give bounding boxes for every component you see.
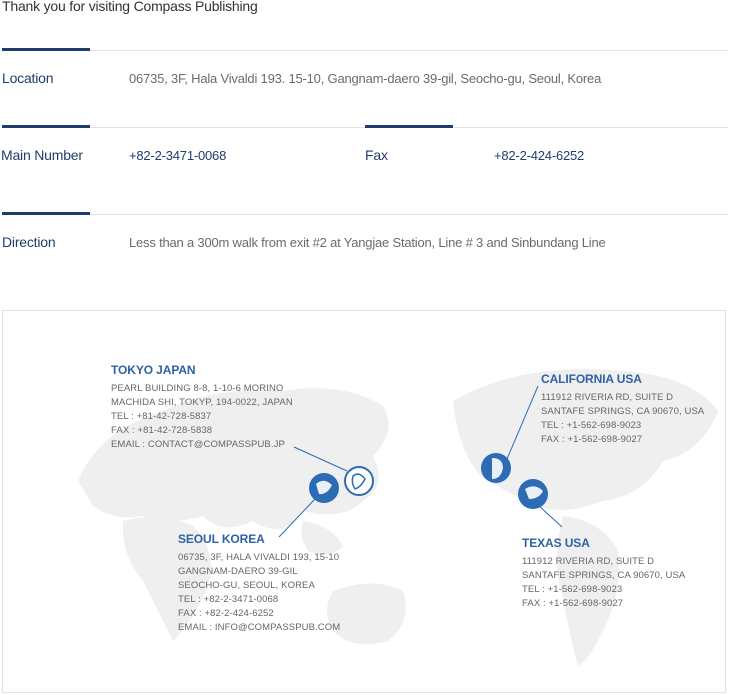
fax-value: +82-2-424-6252: [494, 148, 585, 163]
office-fax: FAX : +82-2-424-6252: [178, 608, 274, 619]
office-fax: FAX : +1-562-698-9027: [522, 598, 624, 609]
office-address-line: GANGNAM-DAERO 39-GIL: [178, 566, 298, 577]
office-address-line: SANTAFE SPRINGS, CA 90670, USA: [522, 570, 686, 581]
office-title: TOKYO JAPAN: [111, 363, 196, 377]
office-tokyo: [111, 363, 293, 452]
office-map: [2, 310, 726, 693]
label-accent-bar: [365, 125, 453, 128]
office-fax: FAX : +1-562-698-9027: [541, 434, 643, 445]
tokyo-marker-icon: [345, 467, 373, 495]
office-title: SEOUL KOREA: [178, 532, 265, 546]
office-address-line: SANTAFE SPRINGS, CA 90670, USA: [541, 406, 705, 417]
office-address-line: SEOCHO-GU, SEOUL, KOREA: [178, 580, 315, 591]
label-accent-bar: [2, 212, 90, 215]
office-phone: TEL : +1-562-698-9023: [541, 420, 642, 431]
direction-label: Direction: [2, 234, 56, 250]
office-address-line: 111912 RIVERIA RD, SUITE D: [522, 556, 655, 567]
main-number-label: Main Number: [1, 147, 83, 163]
office-address-line: MACHIDA SHI, TOKYP, 194-0022, JAPAN: [111, 397, 293, 408]
office-email-link[interactable]: EMAIL : CONTACT@COMPASSPUB.JP: [111, 439, 285, 450]
label-accent-bar: [2, 48, 90, 51]
office-phone: TEL : +81-42-728-5837: [111, 411, 212, 422]
office-phone: TEL : +82-2-3471-0068: [178, 594, 279, 605]
location-value: 06735, 3F, Hala Vivaldi 193. 15-10, Gangnam-daero 39-gil, Seocho-gu, Seoul, Korea: [129, 71, 602, 86]
direction-value: Less than a 300m walk from exit #2 at Yangjae Station, Line # 3 and Sinbundang Line: [129, 235, 606, 250]
office-fax: FAX : +81-42-728-5838: [111, 425, 213, 436]
main-number-value[interactable]: +82-2-3471-0068: [129, 148, 227, 163]
fax-label: Fax: [365, 147, 388, 163]
office-address-line: PEARL BUILDING 8-8, 1-10-6 MORINO: [111, 383, 284, 394]
office-title: CALIFORNIA USA: [541, 372, 642, 386]
office-phone: TEL : +1-562-698-9023: [522, 584, 623, 595]
office-title: TEXAS USA: [522, 536, 590, 550]
office-seoul: [178, 532, 340, 635]
label-accent-bar: [2, 125, 90, 128]
divider: [2, 214, 728, 215]
location-label: Location: [2, 70, 54, 86]
office-email-link[interactable]: EMAIL : INFO@COMPASSPUB.COM: [178, 622, 341, 633]
office-address-line: 06735, 3F, HALA VIVALDI 193, 15-10: [178, 552, 340, 563]
office-texas: [522, 536, 685, 611]
office-california: [541, 372, 704, 447]
divider: [2, 50, 728, 51]
intro-text: Thank you for visiting Compass Publishing: [2, 0, 258, 14]
office-address-line: 111912 RIVERIA RD, SUITE D: [541, 392, 674, 403]
